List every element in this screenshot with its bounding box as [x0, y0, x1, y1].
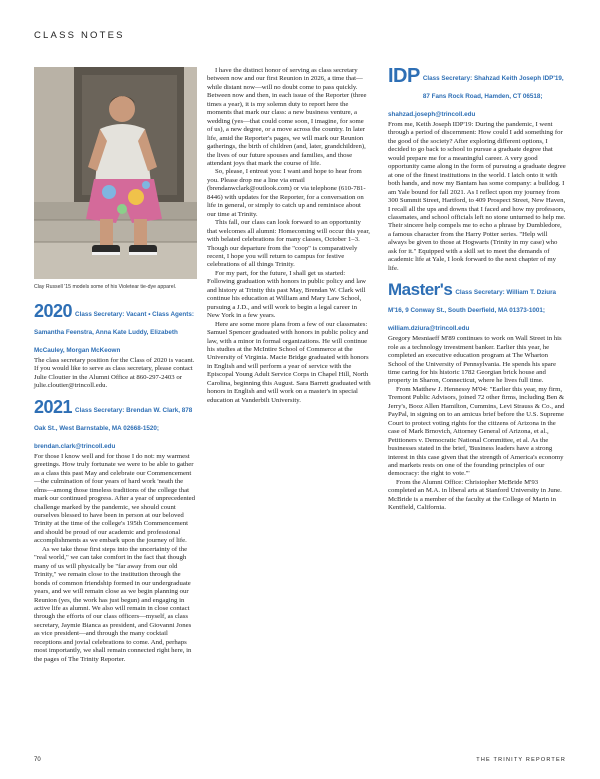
photo-clay-russell [34, 67, 197, 279]
class-note-paragraph: For my part, for the future, I shall get us started: Following graduation with honors in public policy and law and history at Trinity this past May, Brendan W. Clark will continue his education at William and Mary Law School, pursuing a J.D., and will work to begin a legal career in New York in a few years. [207, 269, 366, 320]
class-note-paragraph: Gregory Mesniaeff M'89 continues to work on Wall Street in his role as a technology investment banker. Earlier this year, he completed an executive education program at The Wharton School of the University of Pennsylvania. He spends his spare time caring for his historic 1782 Georgian brick house and property in Sharon, Connecticut, where he lives full time. [388, 335, 562, 385]
class-masters-header [388, 281, 566, 335]
class-note-paragraph: As we take those first steps into the uncertainty of the "real world," we can take comfort in the fact that though many of us will physically be "far away from our old Trinity," we remain close to the institution through the bonds of common friendship formed in our undergraduate years, and we will remain close as we begin planning our Reunion (yes, the work has just begun) and engaging in active life as alumni. We also will remain in close contact through the efforts of our class officers—myself, as class secretary, Jaymie Bianca as president, and Giovanni Jones as vice president—and through the many cocktail receptions and jovial celebrations to come. And, perhaps most importantly, we shall remain connected right here, in the pages of The Trinity Reporter. [34, 545, 192, 663]
column-2 [207, 67, 371, 405]
photo-illustration [34, 67, 197, 279]
class-year: 2021 [34, 396, 73, 417]
column-3 [388, 67, 566, 513]
class-secretary-info: Class Secretary: William T. Dziura M'16, 9 Conway St., South Deerfield, MA 01373-1001; william.dziura@trincoll.edu [388, 289, 557, 333]
class-note-paragraph: For those I know well and for those I do not: my warmest greetings. How truly fortunate we were to be able to gather as a class this past May and celebrate our Commencement—the culmination of four years of hard work 'neath the elms—among those timeless traditions of the college that mark our continued progress. After a year of unprecedented challenge marked by the pandemic, we should count ourselves blessed to have been in person at our beloved Trinity at the time of the college's 195th Commencement and should be proud of our academic and professional accomplishments as we embark upon the journey of life. [34, 452, 195, 545]
class-secretary-info: Class Secretary: Brendan W. Clark, 878 Oak St., West Barnstable, MA 02668-1520; brendan.clark@trincoll.edu [34, 406, 193, 450]
photo-caption: Clay Russell '15 models some of his Violetear tie-dye apparel. [34, 284, 177, 290]
class-note-paragraph: So, please, I entreat you: I want and hope to hear from you. Please drop me a line via email (brendanwclark@outlook.com) or via telephone (610-781-8446) with updates for the Reporter, for a conversation on life in general, or simply to catch up and reminisce about our time at Trinity. [207, 168, 366, 218]
column-1 [34, 67, 197, 663]
class-year: Master's [388, 280, 453, 300]
class-year: 2020 [34, 301, 73, 321]
class-note-paragraph: The class secretary position for the Class of 2020 is vacant. If you would like to serve as class secretary, please contact Julie Cloutier in the Alumni Office at 860-297-2403 or julie.cloutier@trincoll.edu. [34, 357, 195, 390]
publication-name: THE TRINITY REPORTER [476, 757, 566, 763]
class-2020-header [34, 303, 197, 357]
class-note-paragraph: This fall, our class can look forward to an opportunity that welcomes all alumni: Homecoming will occur this year, with belated celebrations for many classes, October 1–3. Though our departure from the "coop" is comparatively recent, I hope you will return to campus for festive celebrations of all things Trinity. [207, 219, 370, 269]
class-secretary-info: Class Secretary: Vacant • Class Agents: Samantha Feenstra, Anna Kate Luddy, Elizabeth McCauley, Morgan McKeown [34, 311, 194, 354]
class-secretary-info: Class Secretary: Shahzad Keith Joseph IDP'19, 87 Fans Rock Road, Hamden, CT 06518; shahzad.joseph@trincoll.edu [388, 75, 564, 118]
class-idp-header [388, 67, 566, 121]
class-note-paragraph: From Matthew J. Hennessy M'04: "Earlier this year, my firm, Tremont Public Advisors, joined 72 other firms, including Ben & Jerry's, Booz Allen Hamilton, Cummins, Levi Strauss & Co., and PayPal, in signing on to an amicus brief before the U.S. Supreme Court to protect voting rights for the citizens of Arizona in the case of Mark Brnovich, Attorney General of Arizona, et al., Petitioners v. Democratic National Committee, et al. As the businesses stated in the brief, 'Business leaders have a strong interest in this case given that the strength of America's economy and markets rests on one of the founding principles of our democracy: the right to vote.'" [388, 385, 565, 478]
class-note-paragraph: Here are some more plans from a few of our classmates: Samuel Spencer graduated with honors in public policy and law, with a minor in formal organizations. He will continue his studies at the McIntire School of Commerce at the University of Virginia. Macie Bridge graduated with honors in English and will perform a year of service with the Episcopal Young Adult Service Corps in Chapel Hill, North Carolina, beginning this August. Sara Barrett graduated with honors in English and will work on a master's in special education at Vanderbilt University. [207, 320, 371, 404]
class-note-paragraph: I have the distinct honor of serving as class secretary between now and our first Reunion in 2026, a time that—while distant now—will no doubt come to pass quickly. Between now and then, in each issue of the Reporter (three times a year), it is my solemn duty to report here the moments that mark our class: a new business venture, a wedding (yes—that could come soon, I imagine, for some of us), a new degree, or a move across the country. In later life, amid the Reporter's pages, we will mark our Reunion gatherings, the birth of children (and, later, grandchildren), the lives of our future spouses and families, and those attendant joys that mark the course of life. [207, 67, 367, 167]
page-number: 70 [34, 757, 41, 763]
class-note-paragraph: From the Alumni Office: Christopher McBride M'93 completed an M.A. in liberal arts at Stanford University in June. McBride is a member of the faculty at the College of Marin in Kentfield, California. [388, 478, 562, 512]
section-title: CLASS NOTES [34, 30, 125, 41]
class-year: IDP [388, 65, 420, 87]
class-2021-header [34, 396, 197, 453]
class-note-paragraph: From me, Keith Joseph IDP'19: During the pandemic, I went through a period of discernment: How could I add something for the good of the society? After exploring different options, I decided to go back to school to pursue a graduate degree that would prepare me for a meaningful career. A very good opportunity came along in the form of pursuing a graduate degree at one of the finest institutions in the world. I latch onto it with both hands, and now my Bantam has some company: a bulldog. I am Yale bound for fall 2021. As I reflect upon my journey from 300 Summit Street, Hartford, to 409 Prospect Street, New Haven, I recall all the ups and downs that I faced and how my professors, classmates, and school officials left no stone unturned to help me. Their sincere help compels me to echo a phrase by Dumbledore, a famous character from the Harry Potter series. "Help will always be given to those at Hogwarts (Trinity in my case) who ask for it." Equipped with a skill set to meet the demands of academic life at Yale, I look forward to the next chapter of my life. [388, 121, 566, 272]
